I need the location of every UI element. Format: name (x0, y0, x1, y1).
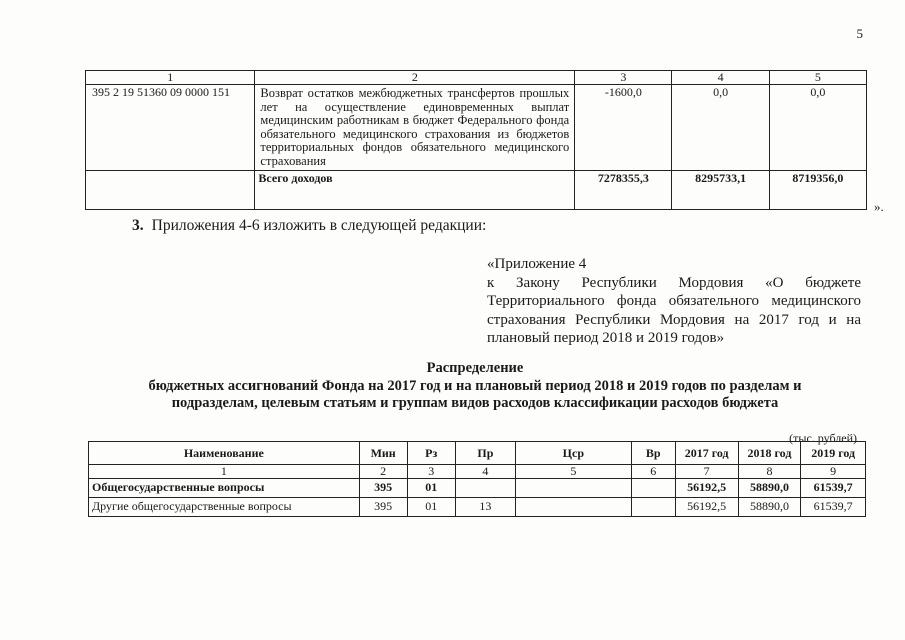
column-index-row (89, 465, 866, 479)
col-header-2017: 2017 год (675, 442, 738, 465)
appendix-reference (487, 255, 861, 348)
table-row (89, 498, 866, 517)
col-header: 1 (86, 71, 255, 85)
col-header-2019: 2019 год (801, 442, 866, 465)
document-title (90, 360, 860, 413)
title-line-3: подразделам, целевым статьям и группам видов расходов классификации расходов бюджета (171, 395, 779, 411)
table-row (86, 85, 867, 171)
col-header: 4 (672, 71, 769, 85)
row-min: 395 (359, 498, 407, 517)
total-label: Всего доходов (255, 171, 575, 210)
row-pr: 13 (455, 498, 515, 517)
row-vr (631, 498, 675, 517)
row-min: 395 (359, 479, 407, 498)
units-label: (тыс. рублей) (789, 431, 857, 445)
col-header-csr: Цср (516, 442, 632, 465)
col-header-2018: 2018 год (738, 442, 801, 465)
budget-code: 395 2 19 51360 09 0000 151 (86, 85, 255, 171)
row-2017: 56192,5 (675, 479, 738, 498)
row-2018: 58890,0 (738, 479, 801, 498)
col-header: 2 (255, 71, 575, 85)
col-header: 5 (769, 71, 866, 85)
col-header-min: Мин (359, 442, 407, 465)
empty-cell (86, 171, 255, 210)
page-number: 5 (856, 26, 863, 41)
row-2019: 61539,7 (801, 498, 866, 517)
col-header-name: Наименование (89, 442, 360, 465)
col-index: 6 (631, 465, 675, 479)
row-2019: 61539,7 (801, 479, 866, 498)
row-2017: 56192,5 (675, 498, 738, 517)
value-2018: 0,0 (672, 85, 769, 171)
table-header-row (86, 71, 867, 85)
col-index: 1 (89, 465, 360, 479)
col-index: 5 (516, 465, 632, 479)
row-name: Общегосударственные вопросы (89, 479, 360, 498)
table-header-row (89, 442, 866, 465)
appendix-body: к Закону Республики Мордовия «О бюджете Территориального фонда обязательного медицинского страхования Республики Мордовия на 2017 год и на плановый период 2018 и 2019 годов» (487, 274, 861, 346)
row-pr (455, 479, 515, 498)
paragraph-text: Приложения 4-6 изложить в следующей редакции: (151, 217, 487, 234)
value-2017: -1600,0 (575, 85, 672, 171)
row-2018: 58890,0 (738, 498, 801, 517)
col-header: 3 (575, 71, 672, 85)
title-line-1: Распределение (426, 360, 524, 376)
total-2017: 7278355,3 (575, 171, 672, 210)
row-rz: 01 (407, 479, 455, 498)
revenue-description: Возврат остатков межбюджетных трансфертов прошлых лет на осуществление единовременных выплат медицинским работникам в бюджет Федерального фонда обязательного медицинского страхования из бюджетов территориальных фондов обязательного медицинского страхования (255, 85, 575, 171)
closing-quote: ». (874, 199, 884, 214)
value-2019: 0,0 (769, 85, 866, 171)
paragraph-number: 3. (132, 217, 144, 234)
col-header-pr: Пр (455, 442, 515, 465)
col-header-vr: Вр (631, 442, 675, 465)
allocation-table (88, 441, 866, 517)
row-rz: 01 (407, 498, 455, 517)
col-index: 7 (675, 465, 738, 479)
total-row (86, 171, 867, 210)
total-2019: 8719356,0 (769, 171, 866, 210)
col-index: 9 (801, 465, 866, 479)
col-index: 3 (407, 465, 455, 479)
title-line-2: бюджетных ассигнований Фонда на 2017 год и на плановый период 2018 и 2019 годов по разделам и (148, 377, 802, 394)
col-index: 8 (738, 465, 801, 479)
total-2018: 8295733,1 (672, 171, 769, 210)
table-row (89, 479, 866, 498)
row-csr (516, 498, 632, 517)
col-index: 2 (359, 465, 407, 479)
col-header-rz: Рз (407, 442, 455, 465)
row-csr (516, 479, 632, 498)
revenue-table (85, 70, 867, 210)
paragraph-3 (132, 217, 486, 235)
row-name: Другие общегосударственные вопросы (89, 498, 360, 517)
appendix-title: «Приложение 4 (487, 256, 587, 272)
row-vr (631, 479, 675, 498)
col-index: 4 (455, 465, 515, 479)
